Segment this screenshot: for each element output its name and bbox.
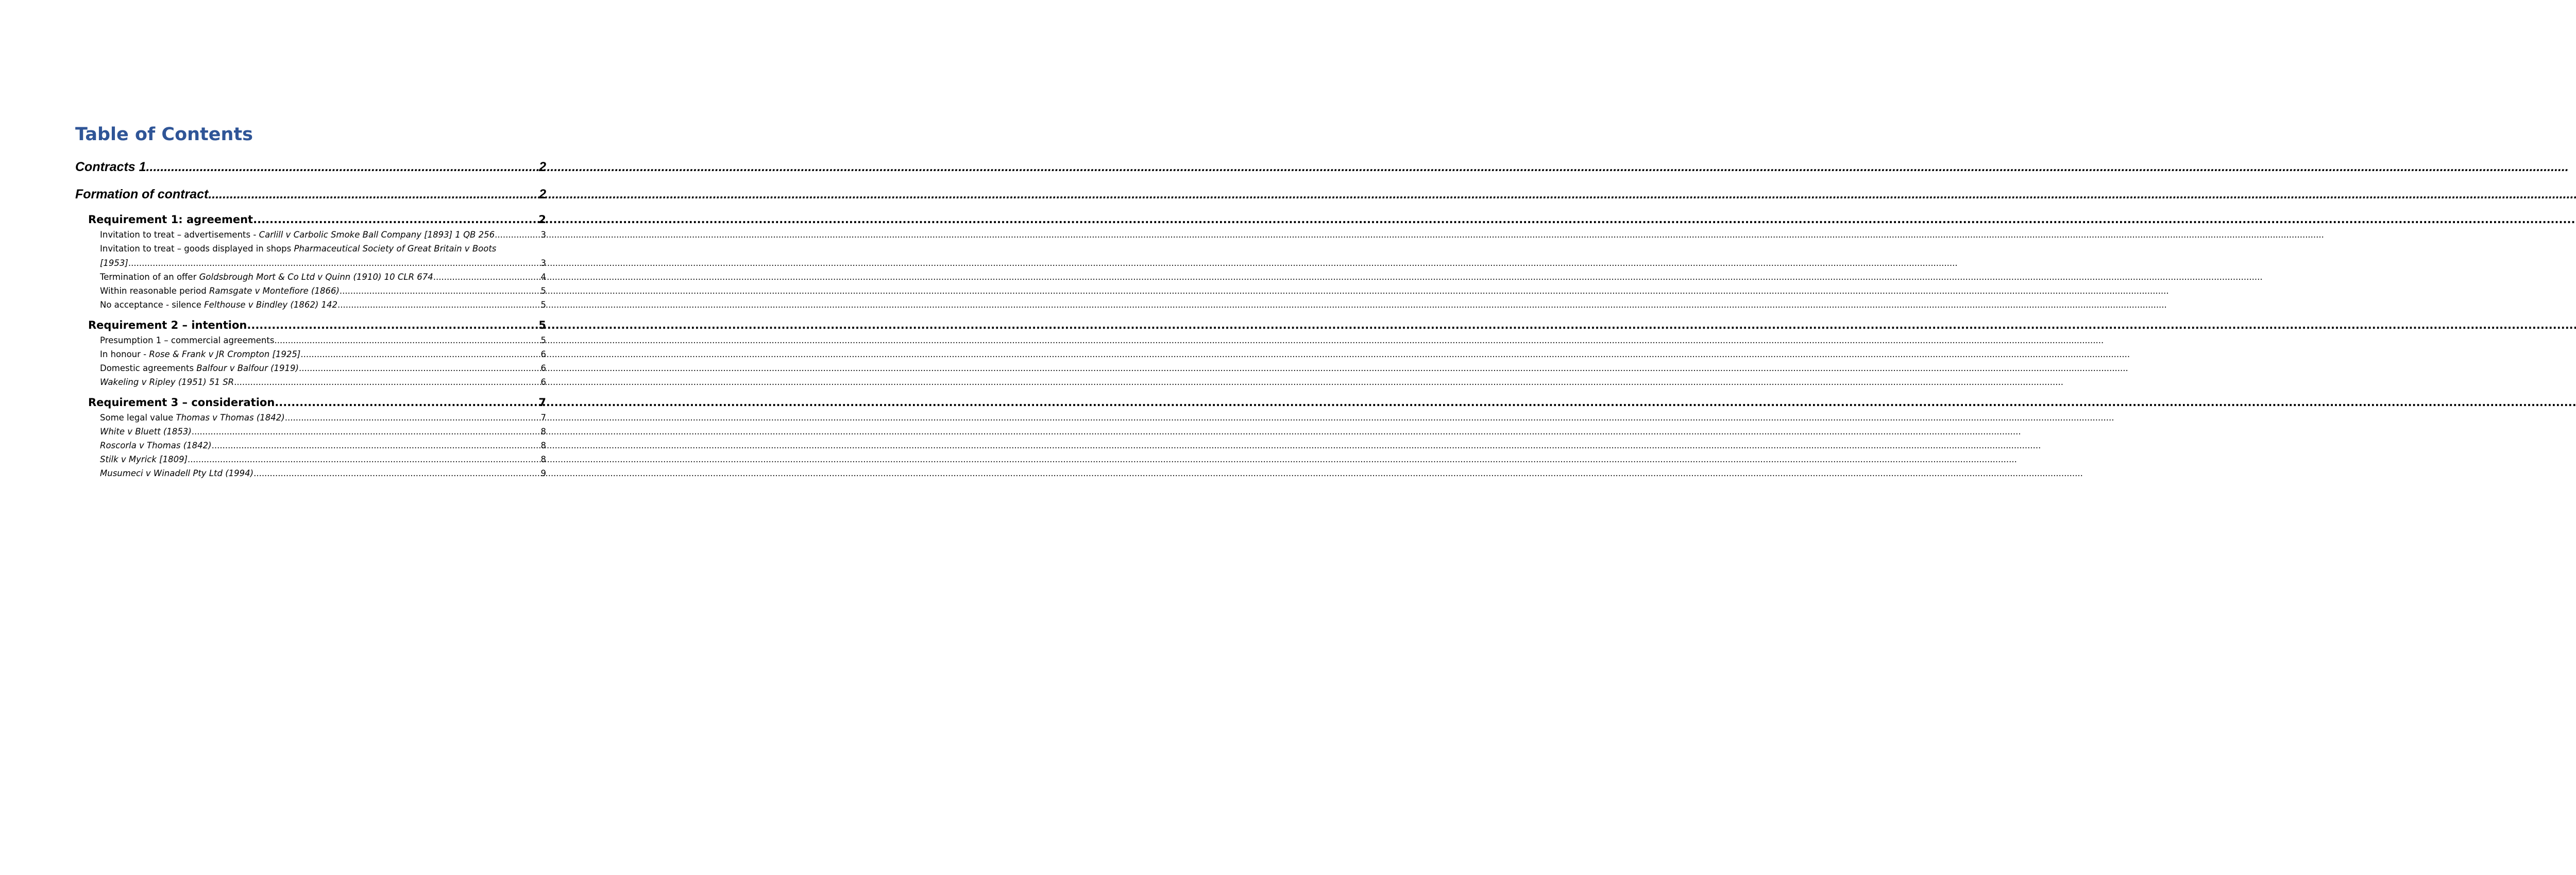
toc-entry-text: Within reasonable period	[100, 286, 209, 296]
toc-entry-case: Thomas v Thomas (1842)	[176, 413, 285, 423]
toc-entry-roscorla-v-thomas[interactable]	[75, 439, 546, 452]
toc-entry-label: Requirement 2 – intention	[88, 319, 247, 331]
table-of-contents	[75, 157, 546, 480]
toc-entry-text: Some legal value	[100, 413, 176, 423]
toc-entry-case: Roscorla v Thomas (1842)	[100, 441, 212, 450]
toc-leader-dots	[247, 317, 538, 333]
toc-entry-label	[100, 347, 300, 361]
toc-entry-domestic-agreements[interactable]	[75, 361, 546, 375]
toc-entry-white-v-bluett[interactable]	[75, 425, 546, 439]
toc-entry-requirement-2[interactable]	[75, 317, 546, 333]
toc-leader-dots	[300, 347, 540, 361]
toc-entry-label	[100, 411, 285, 425]
toc-page-number: 6	[540, 377, 546, 387]
toc-entry-label	[100, 466, 253, 480]
toc-entry-label	[100, 284, 340, 298]
toc-leader-dots	[337, 298, 540, 312]
toc-entry-label	[100, 452, 188, 466]
toc-entry-label	[100, 333, 274, 347]
toc-leader-dots	[192, 425, 541, 439]
toc-page-number: 2	[539, 160, 546, 174]
toc-entry-advertisements[interactable]	[75, 228, 546, 242]
toc-leader-dots	[188, 452, 540, 466]
toc-entry-case: White v Bluett (1853)	[100, 427, 192, 436]
document-page	[0, 0, 618, 875]
toc-leader-dots	[274, 333, 540, 347]
toc-entry-case: Balfour v Balfour (1919)	[196, 363, 299, 373]
toc-page-number: 5	[538, 319, 546, 331]
toc-entry-case: Wakeling v Ripley (1951) 51 SR	[100, 377, 234, 387]
toc-entry-label	[100, 228, 495, 242]
toc-page-number: 6	[540, 363, 546, 373]
toc-leader-dots	[495, 228, 540, 242]
toc-entry-contracts-1[interactable]	[75, 157, 546, 177]
toc-entry-label	[100, 425, 192, 439]
toc-leader-dots	[299, 361, 541, 375]
toc-page-number: 2	[539, 187, 546, 201]
toc-entry-label	[100, 439, 212, 452]
toc-entry-requirement-3[interactable]	[75, 394, 546, 411]
toc-entry-case: Ramsgate v Montefiore (1866)	[209, 286, 340, 296]
toc-entry-text: No acceptance - silence	[100, 300, 205, 310]
toc-entry-text: Invitation to treat – goods displayed in shops	[100, 244, 294, 254]
toc-page-number: 5	[540, 335, 546, 345]
toc-page-number: 9	[540, 468, 546, 478]
toc-leader-dots	[253, 211, 538, 228]
toc-entry-musumeci-v-winadell[interactable]	[75, 466, 546, 480]
toc-entry-wakeling-v-ripley[interactable]	[75, 375, 546, 389]
toc-leader-dots	[275, 394, 538, 411]
toc-entry-termination-of-offer[interactable]	[75, 270, 546, 284]
toc-page-number: 5	[540, 286, 546, 296]
toc-leader-dots	[285, 411, 541, 425]
toc-entry-case: Pharmaceutical Society of Great Britain v Boots	[294, 244, 497, 254]
toc-page-number: 7	[538, 396, 546, 409]
toc-page-number: 8	[540, 441, 546, 450]
toc-entry-case: Musumeci v Winadell Pty Ltd (1994)	[100, 468, 254, 478]
toc-leader-dots	[234, 375, 540, 389]
toc-entry-formation-of-contract[interactable]	[75, 184, 546, 205]
toc-page-number: 2	[538, 213, 546, 226]
toc-entry-label: Contracts 1	[75, 160, 146, 174]
toc-leader-dots	[433, 270, 541, 284]
toc-entry-label	[100, 361, 299, 375]
toc-entry-stilk-v-myrick[interactable]	[75, 452, 546, 466]
toc-entry-label	[100, 270, 433, 284]
toc-page-number: 4	[540, 272, 546, 282]
toc-page-number: 8	[540, 455, 546, 464]
toc-entry-text: Presumption 1 – commercial agreements	[100, 335, 275, 345]
toc-leader-dots	[208, 184, 539, 205]
toc-entry-label	[100, 298, 337, 312]
toc-entry-case-continued: [1953]	[100, 258, 128, 268]
toc-entry-case: Felthouse v Bindley (1862) 142	[204, 300, 338, 310]
toc-entry-text: Invitation to treat – advertisements -	[100, 230, 259, 240]
toc-leader-dots	[340, 284, 541, 298]
toc-entry-goods-displayed-line-2[interactable]	[75, 256, 546, 270]
toc-entry-text: Termination of an offer	[100, 272, 199, 282]
toc-entry-text: Domestic agreements	[100, 363, 197, 373]
toc-page-number: 6	[540, 349, 546, 359]
toc-entry-requirement-1[interactable]	[75, 211, 546, 228]
toc-leader-dots	[253, 466, 540, 480]
toc-entry-case: Stilk v Myrick [1809]	[100, 455, 188, 464]
toc-entry-label: Formation of contract	[75, 187, 209, 201]
toc-leader-dots	[212, 439, 541, 452]
toc-entry-presumption-commercial[interactable]	[75, 333, 546, 347]
toc-page-number: 5	[540, 300, 546, 310]
toc-page-number: 7	[540, 413, 546, 423]
toc-leader-dots	[128, 256, 541, 270]
toc-entry-reasonable-period[interactable]	[75, 284, 546, 298]
toc-entry-some-legal-value[interactable]	[75, 411, 546, 425]
toc-entry-goods-displayed-line-1[interactable]	[75, 242, 546, 256]
toc-title: Table of Contents	[75, 124, 253, 145]
toc-entry-label: Requirement 3 – consideration	[88, 396, 275, 409]
toc-entry-case: Carlill v Carbolic Smoke Ball Company [1893] 1 QB 256	[259, 230, 495, 240]
toc-entry-no-acceptance-silence[interactable]	[75, 298, 546, 312]
toc-page-number: 3	[540, 258, 546, 268]
toc-entry-case: Rose & Frank v JR Crompton [1925]	[149, 349, 301, 359]
toc-entry-case: Goldsbrough Mort & Co Ltd v Quinn (1910) 10 CLR 674	[199, 272, 433, 282]
toc-entry-label	[100, 375, 234, 389]
toc-entry-text: In honour -	[100, 349, 149, 359]
toc-leader-dots	[146, 157, 539, 177]
toc-page-number: 8	[540, 427, 546, 436]
toc-entry-in-honour[interactable]	[75, 347, 546, 361]
toc-entry-label: Requirement 1: agreement	[88, 213, 253, 226]
toc-page-number: 3	[540, 230, 546, 240]
